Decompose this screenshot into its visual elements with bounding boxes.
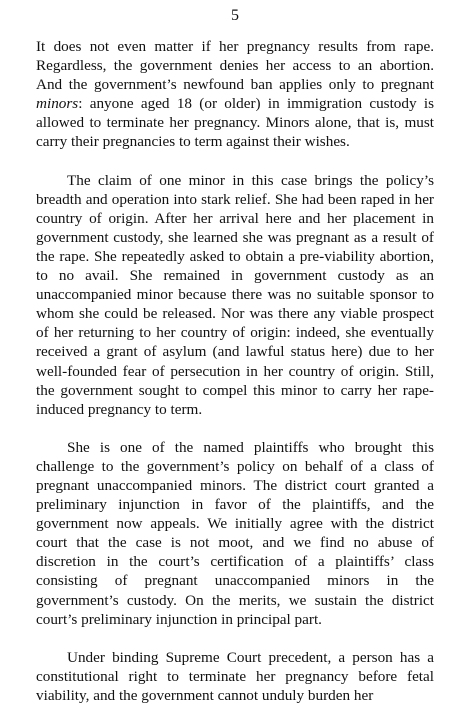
paragraph-2	[36, 171, 434, 419]
page-number: 5	[231, 7, 239, 24]
paragraph-1	[36, 37, 434, 152]
text-run: : anyone aged 18 (or older) in immigration custody is allowed to terminate her pregnancy. Minors alone, that is, must carry their pregnancies to term against their wishes.	[36, 95, 434, 151]
document-page	[36, 0, 434, 702]
body-text	[36, 37, 434, 724]
text-run: She is one of the named plaintiffs who brought this challenge to the government’s policy on behalf of a class of pregnant unaccompanied minors. The district court granted a preliminary injunction in favor of the plaintiffs, and the government now appeals. We initially agree with the district court that the case is not moot, and we find no abuse of discretion in the court’s certification of a plaintiffs’ class consisting of pregnant unaccompanied minors in the government’s custody. On the merits, we sustain the district court’s preliminary injunction in principal part.	[36, 438, 434, 628]
text-run: The claim of one minor in this case brings the policy’s breadth and operation into stark relief. She had been raped in her country of origin. After her arrival here and her placement in government custody, she learned she was pregnant as a result of the rape. She repeatedly asked to obtain a pre-viability abortion, to no avail. She remained in government custody as an unaccompanied minor because there was no suitable sponsor to whom she could be released. Nor was there any viable prospect of her returning to her country of origin: indeed, she eventually received a grant of asylum (and lawful status here) due to her well-founded fear of persecution in her country of origin. Still, the government sought to compel this minor to carry her rape-induced pregnancy to term.	[36, 171, 434, 418]
text-run: Under binding Supreme Court precedent, a person has a constitutional right to terminate her pregnancy before fetal viability, and the government cannot unduly burden her	[36, 648, 434, 704]
text-run: It does not even matter if her pregnancy results from rape. Regardless, the government denies her access to an abortion. And the government’s newfound ban applies only to pregnant	[36, 38, 434, 94]
paragraph-4	[36, 648, 434, 705]
paragraph-3	[36, 438, 434, 629]
italic-text-run: minors	[36, 95, 79, 113]
